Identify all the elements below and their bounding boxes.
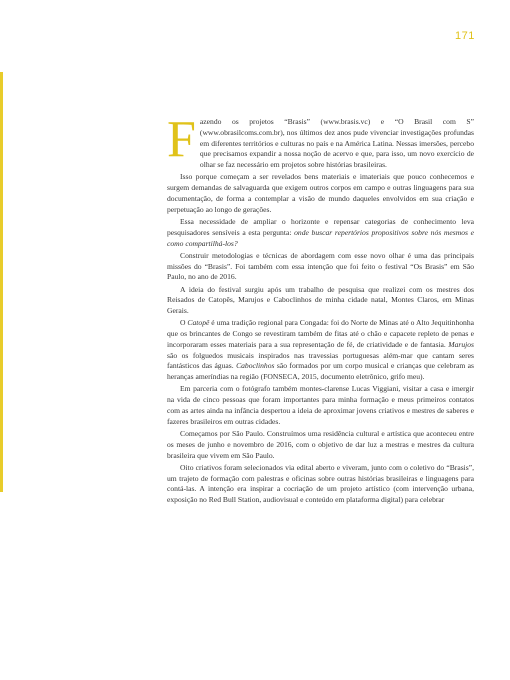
paragraph [167,285,474,317]
text-run: são os folguedos musicais inspirados nas travessias portuguesas além-mar que cantam seres fantásticos das águas. [167,350,474,371]
text-run: Isso porque começam a ser revelados bens materiais e imateriais que pouco conhecemos e surgem demandas de salvaguarda que exigem outros corpos em campo e outras linguagens para sua documentação, de forma a contemplar a visão de mundo daqueles envolvidos em sua criação e perpetuação ao longo de gerações. [167,172,474,214]
paragraph [167,318,474,383]
paragraph [167,172,474,215]
italic-text-run: Caboclinhos [236,361,275,371]
paragraph [167,217,474,249]
italic-text-run: onde buscar repertórios propositivos sobre nós mesmos e como compartilhá-los? [167,227,475,248]
drop-cap: F [167,111,196,168]
text-run: O [180,318,188,328]
paragraph [167,384,474,427]
paragraph [167,111,474,171]
paragraph [167,429,474,461]
article-body [167,111,475,507]
text-run: é uma tradição regional para Congada: foi do Norte de Minas até o Alto Jequitinhonha que os brincantes de Congo se revestiram também de fitas até o chão e capacete repleto de penas e incorporaram esses materiais para a sua representação de fé, de criatividade e de fantasia. [167,318,474,349]
margin-accent-bar [0,72,3,492]
text-run: Oito criativos foram selecionados via edital aberto e viveram, junto com o coletivo do “Brasis”, um trajeto de formação com palestras e oficinas sobre outras histórias brasileiras e linguagens para contá-las. A intenção era inspirar a cocriação de um projeto artístico (com intervenção urbana, exposição no Red Bull Station, audiovisual e conteúdo em plataforma digital) para celebrar [167,462,474,505]
text-run: são formados por um corpo musical e crianças que celebram as heranças ameríndias na região (FONSECA, 2015, documento eletrônico, grifo meu). [167,361,475,382]
italic-text-run: Marujos [448,339,474,349]
page-number: 171 [455,30,475,42]
text-run: azendo os projetos “Brasis” (www.brasis.vc) e “O Brasil com S” (www.obrasilcoms.com.br), nos últimos dez anos pude vivenciar investigações profundas em diferentes territórios e culturas no país e na América Latina. Nessas imersões, percebo que precisamos expandir a nossa noção de acervo e que, para isso, um novo exercício de olhar se faz necessário em projetos sobre histórias brasileiras. [199,117,474,170]
text-run: Construir metodologias e técnicas de abordagem com esse novo olhar é uma das principais missões do “Brasis”. Foi também com essa intenção que foi feito o festival “Os Brasis” em São Paulo, no ano de 2016. [167,250,474,282]
paragraph [167,251,474,283]
text-run: Essa necessidade de ampliar o horizonte e repensar categorias de conhecimento leva pesquisadores sensíveis a esta pergunta: [167,216,474,237]
text-run: Em parceria com o fotógrafo também montes-clarense Lucas Viggiani, visitar a casa e imergir na vida de cinco pessoas que foram importantes para minha formação e meus primeiros contatos com as artes ainda na infância despertou a ideia de aproximar jovens criativos e mestres de saberes e fazeres brasileiros em outras cidades. [167,384,474,426]
text-run: A ideia do festival surgiu após um trabalho de pesquisa que realizei com os mestres dos Reisados de Catopês, Marujos e Caboclinhos de minha cidade natal, Montes Claros, em Minas Gerais. [167,284,474,316]
text-run: Começamos por São Paulo. Construímos uma residência cultural e artística que aconteceu entre os meses de junho e novembro de 2016, com o objetivo de dar luz a mestras e mestres da cultura brasileira que vivem em São Paulo. [167,429,474,460]
italic-text-run: Catopê [187,318,210,328]
paragraph [167,463,474,506]
